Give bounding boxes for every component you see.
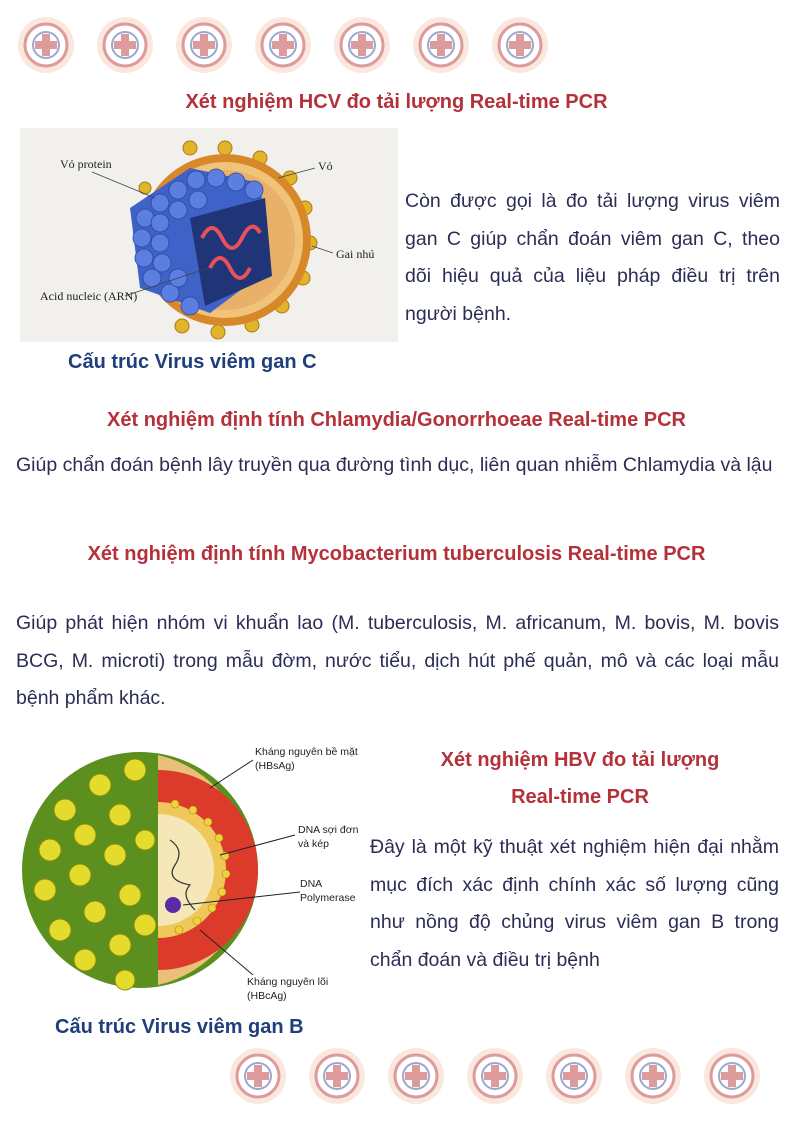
hospital-logo-icon xyxy=(702,1046,762,1106)
hcv-caption: Cấu trúc Virus viêm gan C xyxy=(68,351,317,373)
top-logo-row xyxy=(16,15,550,75)
hbv-label-pol-2: Polymerase xyxy=(300,892,356,904)
hbv-label-core-2: (HBcAg) xyxy=(247,990,287,1002)
hbv-label-dna-1: DNA sợi đơn xyxy=(298,824,359,836)
hbv-caption: Cấu trúc Virus viêm gan B xyxy=(55,1016,304,1038)
tb-description: Giúp phát hiện nhóm vi khuẩn lao (M. tuberculosis, M. africanum, M. bovis, M. bovis BCG, M. microti) trong mẫu đờm, nước tiểu, dịch hút phế quản, mô và các loại mẫu bệnh phẩm khác. xyxy=(16,612,779,709)
hbv-heading-line2: Real-time PCR xyxy=(511,786,649,808)
hospital-logo-icon xyxy=(307,1046,367,1106)
hospital-logo-icon xyxy=(332,15,392,75)
hospital-logo-icon xyxy=(623,1046,683,1106)
hbv-label-surface-2: (HBsAg) xyxy=(255,760,295,772)
hospital-logo-icon xyxy=(544,1046,604,1106)
bottom-logo-row xyxy=(228,1046,762,1106)
hcv-label-capsid: Vỏ protein xyxy=(60,157,112,171)
hbv-structure-figure xyxy=(15,740,370,1012)
hcv-label-spike: Gai nhú xyxy=(336,247,375,261)
hospital-logo-icon xyxy=(95,15,155,75)
hospital-logo-icon xyxy=(228,1046,288,1106)
hbv-label-dna-2: và kép xyxy=(298,838,329,850)
hbv-label-pol-1: DNA xyxy=(300,878,323,890)
hospital-logo-icon xyxy=(386,1046,446,1106)
chlamydia-heading: Xét nghiệm định tính Chlamydia/Gonorrhoeae Real-time PCR xyxy=(107,409,686,431)
chlamydia-description: Giúp chẩn đoán bệnh lây truyền qua đường tình dục, liên quan nhiễm Chlamydia và lậu xyxy=(16,454,773,476)
hospital-logo-icon xyxy=(253,15,313,75)
hcv-label-envelope: Vỏ xyxy=(318,159,333,173)
hcv-description: Còn được gọi là đo tải lượng virus viêm gan C giúp chẩn đoán viêm gan C, theo dõi hiệu quả của liệu pháp điều trị trên người bệnh. xyxy=(405,190,780,325)
hcv-structure-figure xyxy=(20,128,398,342)
hospital-logo-icon xyxy=(465,1046,525,1106)
hospital-logo-icon xyxy=(490,15,550,75)
hbv-description: Đây là một kỹ thuật xét nghiệm hiện đại nhằm mục đích xác định chính xác số lượng cũng như nồng độ chủng virus viêm gan B trong chẩn đoán và điều trị bệnh xyxy=(370,836,779,971)
tb-heading: Xét nghiệm định tính Mycobacterium tuberculosis Real-time PCR xyxy=(87,543,706,565)
hbv-label-core-1: Kháng nguyên lõi xyxy=(247,976,329,988)
hospital-logo-icon xyxy=(174,15,234,75)
hcv-label-rna: Acid nucleic (ARN) xyxy=(40,289,138,303)
hbv-label-surface-1: Kháng nguyên bề mặt xyxy=(255,746,358,758)
hbv-heading-line1: Xét nghiệm HBV đo tải lượng xyxy=(440,749,720,771)
hospital-logo-icon xyxy=(16,15,76,75)
hcv-heading: Xét nghiệm HCV đo tải lượng Real-time PCR xyxy=(185,91,608,113)
hospital-logo-icon xyxy=(411,15,471,75)
